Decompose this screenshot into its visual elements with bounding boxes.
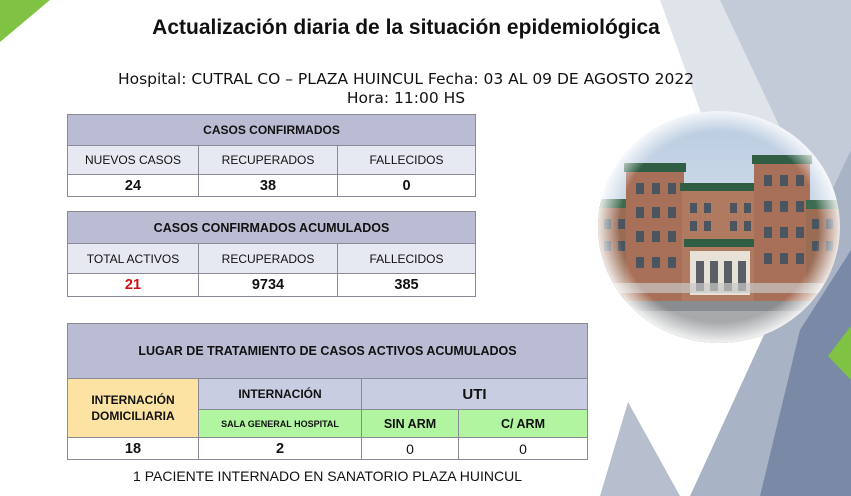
page-title: Actualización diaria de la situación epidemiológica	[152, 16, 660, 39]
value-general-ward: 2	[199, 438, 362, 460]
col-total-active: TOTAL ACTIVOS	[68, 244, 199, 274]
general-ward-label: SALA GENERAL HOSPITAL	[199, 410, 362, 438]
hospital-building-photo	[598, 111, 840, 343]
value-accum-recovered: 9734	[199, 274, 338, 297]
hospital-date-line: Hospital: CUTRAL CO – PLAZA HUINCUL Fecha: 03 AL 09 DE AGOSTO 2022	[117, 70, 695, 88]
green-corner-shape	[0, 0, 50, 42]
footnote: 1 PACIENTE INTERNADO EN SANATORIO PLAZA HUINCUL	[133, 468, 522, 484]
time-line: Hora: 11:00 HS	[346, 89, 466, 107]
col-recovered: RECUPERADOS	[199, 146, 338, 175]
value-sin-arm: 0	[362, 438, 459, 460]
col-accum-recovered: RECUPERADOS	[199, 244, 338, 274]
value-deceased: 0	[338, 175, 476, 197]
value-new-cases: 24	[68, 175, 199, 197]
col-new-cases: NUEVOS CASOS	[68, 146, 199, 175]
value-con-arm: 0	[459, 438, 588, 460]
hospital-building-icon	[598, 111, 840, 343]
confirmed-cases-header: CASOS CONFIRMADOS	[68, 115, 476, 146]
treatment-header: LUGAR DE TRATAMIENTO DE CASOS ACTIVOS ACUMULADOS	[68, 324, 588, 379]
internacion-header: INTERNACIÓN	[199, 379, 362, 410]
page-subtitle	[80, 70, 732, 108]
home-hospitalization-header	[68, 379, 199, 438]
value-home-hospitalization: 18	[68, 438, 199, 460]
treatment-location-table	[67, 323, 588, 460]
col-accum-deceased: FALLECIDOS	[338, 244, 476, 274]
con-arm-label: C/ ARM	[459, 410, 588, 438]
value-accum-deceased: 385	[338, 274, 476, 297]
home-hospitalization-label: INTERNACIÓN DOMICILIARIA	[91, 393, 175, 423]
uti-header: UTI	[362, 379, 588, 410]
value-recovered: 38	[199, 175, 338, 197]
accumulated-cases-table	[67, 211, 476, 297]
sin-arm-label: SIN ARM	[362, 410, 459, 438]
bottom-slate-shape	[600, 402, 680, 496]
confirmed-cases-table	[67, 114, 476, 197]
value-total-active: 21	[68, 274, 199, 297]
col-deceased: FALLECIDOS	[338, 146, 476, 175]
accumulated-cases-header: CASOS CONFIRMADOS ACUMULADOS	[68, 212, 476, 244]
